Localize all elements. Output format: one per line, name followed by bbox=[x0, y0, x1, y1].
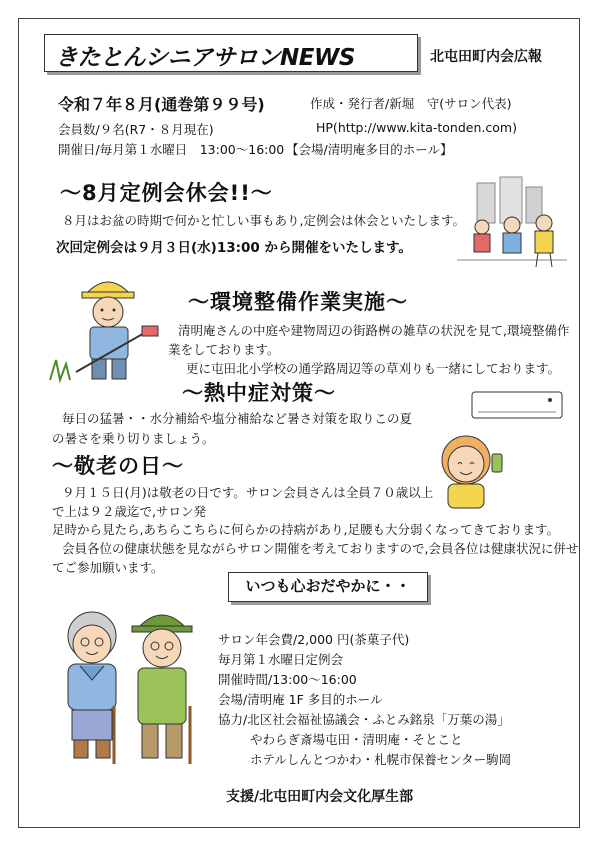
environment-text-2: 業をしております。 bbox=[168, 342, 280, 357]
worker-illustration bbox=[46, 272, 166, 387]
elders-day-heading: 〜敬老の日〜 bbox=[52, 454, 184, 478]
meeting-place: 会場/清明庵 1F 多目的ホール bbox=[218, 692, 383, 707]
regular-meeting-text: ８月はお盆の時期で何かと忙しい事もあり,定例会は休会といたします。 bbox=[62, 213, 465, 228]
author: 作成・発行者/新堀 守(サロン代表) bbox=[310, 96, 512, 111]
next-meeting-text: 次回定例会は９月３日(水)13:00 から開催をいたします。 bbox=[56, 240, 412, 256]
environment-text-3: 更に屯田北小学校の通学路周辺等の草刈りも一緒にしております。 bbox=[186, 361, 561, 376]
heatstroke-text-2: の暑さを乗り切りましょう。 bbox=[52, 431, 215, 446]
environment-heading: 〜環境整備作業実施〜 bbox=[188, 290, 408, 314]
air-conditioner-icon bbox=[470, 388, 565, 426]
venue: 【会場/清明庵多目的ホール】 bbox=[286, 142, 453, 157]
regular-meeting-heading: 〜8月定例会休会!!〜 bbox=[60, 181, 273, 205]
cooperation-2: やわらぎ斎場屯田・清明庵・そとこと bbox=[250, 732, 463, 747]
heatstroke-text-1: 毎日の猛暑・・水分補給や塩分補給など暑さ対策を取りこの夏 bbox=[62, 411, 413, 426]
elders-text-2: で上は９２歳迄で,サロン発 bbox=[52, 504, 206, 519]
cooperation-3: ホテルしんとつかわ・札幌市保養センター駒岡 bbox=[250, 752, 512, 767]
environment-text-1: 清明庵さんの中庭や建物周辺の街路桝の雑草の状況を見て,環境整備作 bbox=[178, 323, 570, 338]
elderly-couple-illustration bbox=[52, 596, 212, 771]
motto-box: いつも心おだやかに・・ bbox=[228, 572, 428, 602]
elders-text-5: てご参加願います。 bbox=[52, 560, 164, 575]
meeting-hours: 開催時間/13:00〜16:00 bbox=[218, 672, 357, 687]
annual-fee: サロン年会費/2,000 円(茶菓子代) bbox=[218, 632, 410, 647]
title-box bbox=[44, 34, 418, 72]
homepage-url: HP(http://www.kita-tonden.com) bbox=[316, 120, 517, 135]
member-count: 会員数/９名(R7・８月現在) bbox=[58, 122, 214, 137]
support-line: 支援/北屯田町内会文化厚生部 bbox=[226, 789, 414, 805]
grandma-phone-illustration bbox=[426, 430, 516, 510]
children-illustration bbox=[452, 175, 572, 275]
heatstroke-heading: 〜熱中症対策〜 bbox=[182, 381, 336, 405]
publisher: 北屯田町内会広報 bbox=[430, 49, 542, 65]
meeting-day: 毎月第１水曜日定例会 bbox=[218, 652, 344, 667]
cooperation: 協力/北区社会福祉協議会・ふとみ銘泉「万葉の湯」 bbox=[218, 712, 510, 727]
elders-text-4: 会員各位の健康状態を見ながらサロン開催を考えておりますので,会員各位は健康状況に併せ bbox=[62, 541, 579, 556]
newsletter-title: きたとんシニアサロンNEWS bbox=[55, 45, 355, 71]
issue-line: 令和７年８月(通巻第９９号) bbox=[58, 95, 265, 114]
elders-text-3: 足時から見たら,あちらこちらに何らかの持病があり,足腰も大分弱くなってきております。 bbox=[52, 522, 559, 537]
elders-text-1: ９月１５日(月)は敬老の日です。サロン会員さんは全員７０歳以上 bbox=[62, 485, 434, 500]
schedule: 開催日/毎月第１水曜日 13:00〜16:00 bbox=[58, 142, 285, 157]
